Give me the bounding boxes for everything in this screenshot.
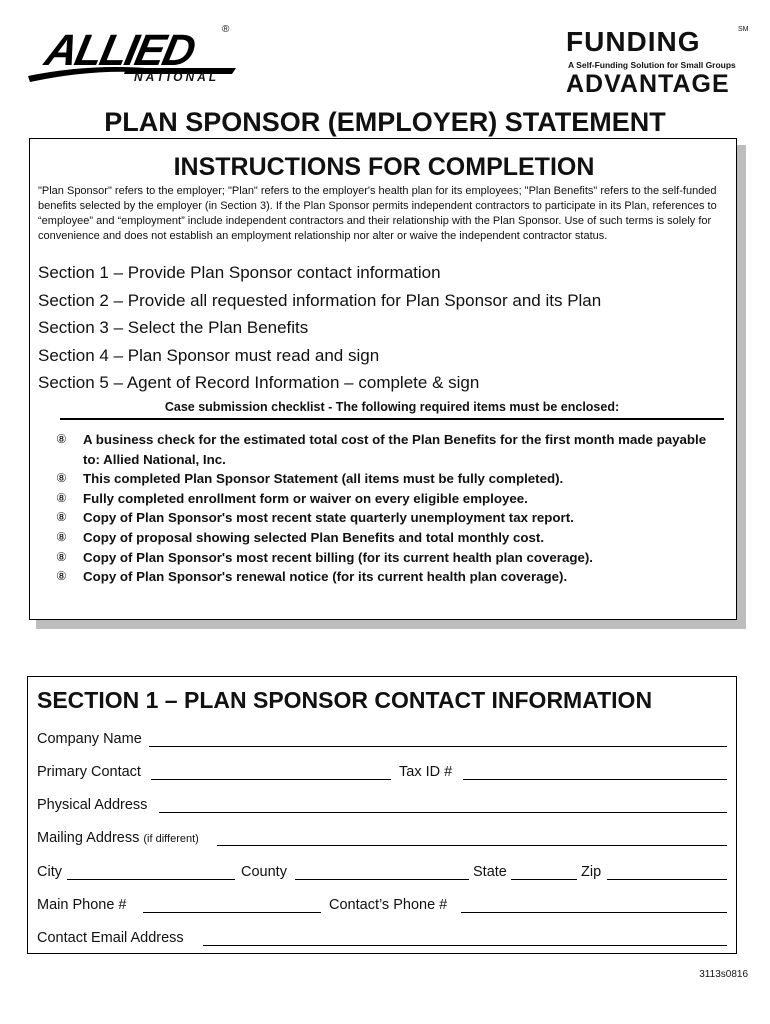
section-list <box>38 259 601 397</box>
checklist-item <box>56 548 726 568</box>
checklist-item <box>56 430 726 469</box>
county-field[interactable] <box>295 879 469 880</box>
city-row <box>37 864 727 884</box>
checklist-item-text: Copy of Plan Sponsor's most recent billing (for its current health plan coverage). <box>83 549 594 565</box>
checklist-item <box>56 508 726 528</box>
zip-field[interactable] <box>607 879 727 880</box>
mailing-address-field[interactable] <box>217 845 727 846</box>
physical-address-field[interactable] <box>159 812 727 813</box>
allied-wordmark: ALLIED <box>40 26 199 75</box>
instructions-title: INSTRUCTIONS FOR COMPLETION <box>173 153 595 181</box>
contact-email-label: Contact Email Address <box>37 930 184 946</box>
contact-email-field[interactable] <box>203 945 727 946</box>
section-list-item: Section 3 – Select the Plan Benefits <box>38 318 309 337</box>
instructions-box <box>29 138 737 620</box>
checklist-item <box>56 489 726 509</box>
primary-contact-label: Primary Contact <box>37 764 141 780</box>
checklist-heading: Case submission checklist - The following required items must be enclosed: <box>60 400 724 420</box>
checklist-item-text: Copy of Plan Sponsor's most recent state quarterly unemployment tax report. <box>83 510 574 526</box>
checklist <box>56 430 726 587</box>
contact-email-row <box>37 930 727 950</box>
main-phone-field[interactable] <box>143 912 321 913</box>
form-code: 3113s0816 <box>699 969 748 980</box>
checklist-item <box>56 528 726 548</box>
funding-advantage-logo <box>566 26 749 98</box>
phone-row <box>37 897 727 917</box>
service-mark: SM <box>738 26 749 33</box>
main-phone-label: Main Phone # <box>37 897 127 913</box>
checklist-item <box>56 469 726 489</box>
checklist-item-text: Copy of Plan Sponsor's renewal notice (for its current health plan coverage). <box>83 569 568 585</box>
registered-mark: ® <box>222 24 230 35</box>
instructions-paragraph: "Plan Sponsor" refers to the employer; "Plan" refers to the employer's health plan for its employees; "Plan Benefits" refers to the self-funded benefits selected by the employer (in Section 3). If the Plan Sponsor permits independent contractors to participate in its Plan, references to “employee” and “employment” include independent contractors and their relationship with the Plan Sponsor. Use of such terms is solely for convenience and does not establish an employment relationship nor alter or waive the independent contractor status. <box>38 185 717 242</box>
funding-tagline: A Self-Funding Solution for Small Groups <box>568 60 736 70</box>
section-list-item: Section 5 – Agent of Record Information – complete & sign <box>38 373 480 392</box>
physical-address-row <box>37 797 727 817</box>
tax-id-field[interactable] <box>463 779 727 780</box>
section1-box <box>27 676 737 954</box>
checklist-item <box>56 567 726 587</box>
advantage-wordmark: ADVANTAGE <box>566 70 730 98</box>
bullet-icon: ⑧ <box>56 490 67 505</box>
physical-address-label: Physical Address <box>37 797 148 813</box>
company-name-row <box>37 731 727 751</box>
page-title: PLAN SPONSOR (EMPLOYER) STATEMENT <box>104 107 666 137</box>
checklist-item-text: Fully completed enrollment form or waiver on every eligible employee. <box>83 490 528 506</box>
funding-wordmark: FUNDING <box>566 26 701 57</box>
bullet-icon: ⑧ <box>56 432 67 446</box>
contact-phone-label: Contact’s Phone # <box>329 897 448 913</box>
checklist-item-text: Copy of proposal showing selected Plan Benefits and total monthly cost. <box>83 529 545 545</box>
primary-contact-row <box>37 764 727 784</box>
mailing-address-note: (if different) <box>143 833 199 845</box>
mailing-address-label: Mailing Address <box>37 830 140 846</box>
county-label: County <box>241 864 287 880</box>
city-field[interactable] <box>67 879 235 880</box>
tax-id-label: Tax ID # <box>399 764 453 780</box>
bullet-icon: ⑧ <box>56 529 67 544</box>
city-label: City <box>37 864 62 880</box>
primary-contact-field[interactable] <box>151 779 391 780</box>
bullet-icon: ⑧ <box>56 569 67 584</box>
bullet-icon: ⑧ <box>56 549 67 564</box>
section1-title: SECTION 1 – PLAN SPONSOR CONTACT INFORMATION <box>37 687 653 713</box>
contact-phone-field[interactable] <box>461 912 727 913</box>
bullet-icon: ⑧ <box>56 471 67 486</box>
bullet-icon: ⑧ <box>56 510 67 525</box>
section-list-item: Section 4 – Plan Sponsor must read and sign <box>38 345 380 365</box>
zip-label: Zip <box>581 864 602 880</box>
allied-national-logo <box>26 24 236 88</box>
state-label: State <box>473 864 507 880</box>
company-name-field[interactable] <box>149 746 727 747</box>
state-field[interactable] <box>511 879 577 880</box>
allied-national-text: NATIONAL <box>134 70 220 84</box>
mailing-address-row <box>37 830 727 850</box>
company-name-label: Company Name <box>37 731 142 747</box>
section-list-item: Section 1 – Provide Plan Sponsor contact information <box>38 263 441 282</box>
checklist-item-text: A business check for the estimated total cost of the Plan Benefits for the first month made payable to: Allied National, Inc. <box>83 432 707 467</box>
section-list-item: Section 2 – Provide all requested information for Plan Sponsor and its Plan <box>38 290 602 310</box>
checklist-item-text: This completed Plan Sponsor Statement (all items must be fully completed). <box>83 471 564 487</box>
